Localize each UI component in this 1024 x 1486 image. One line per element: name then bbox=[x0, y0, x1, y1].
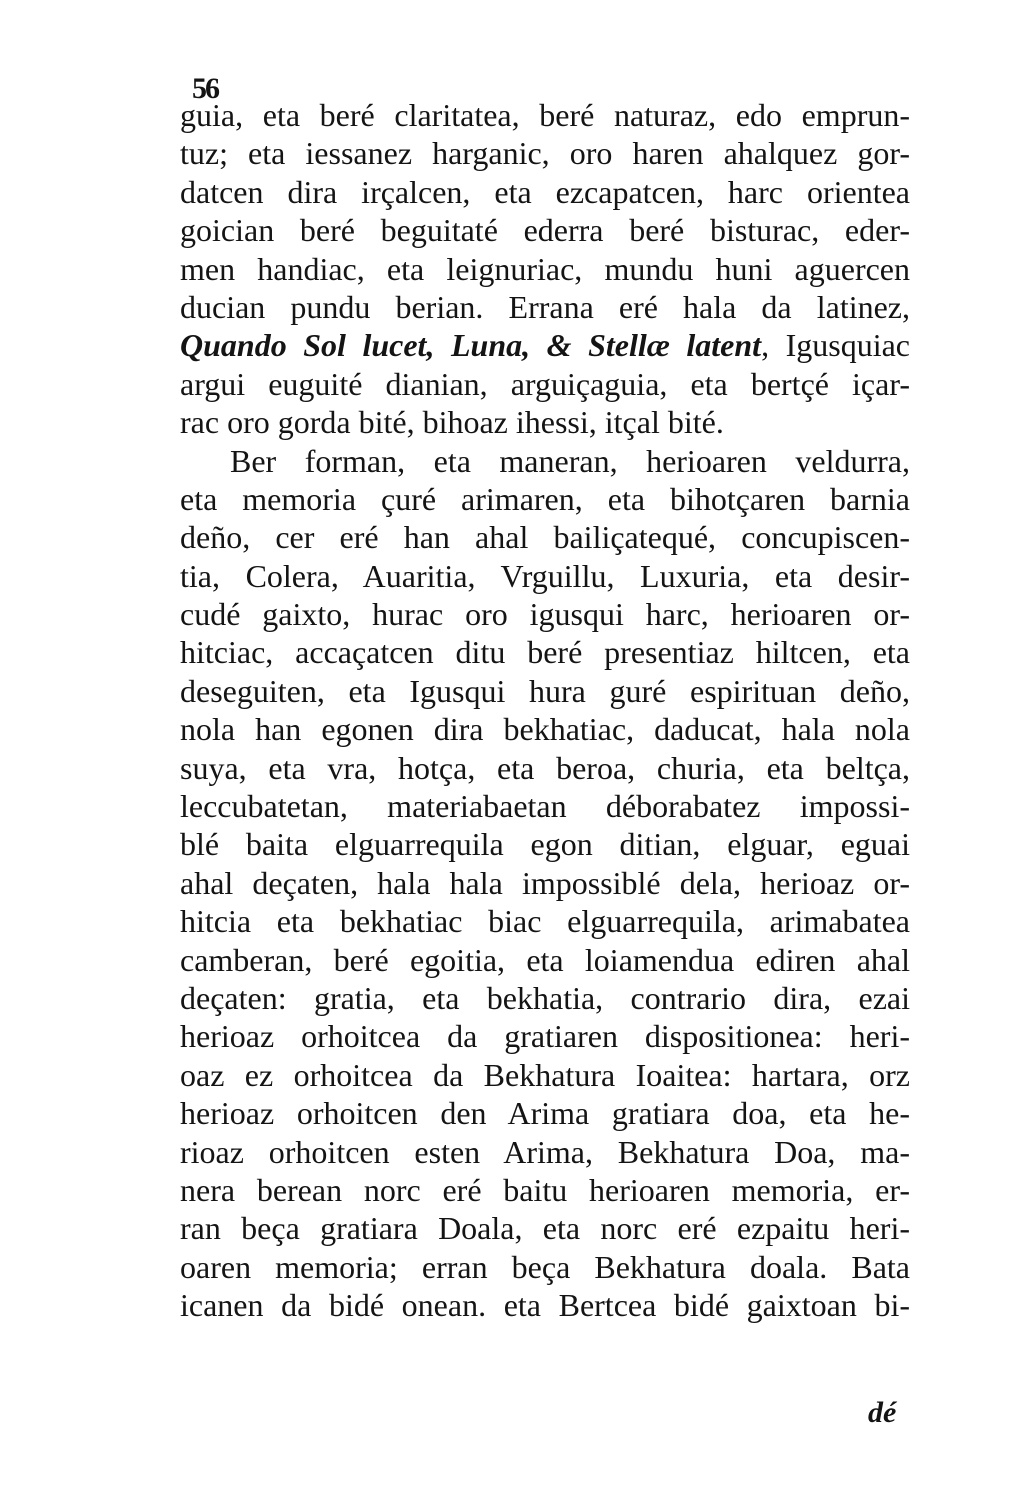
text-line: eta memoria çuré arimaren, eta bihotçaren barnia bbox=[180, 480, 910, 517]
text-line: deseguiten, eta Igusqui hura guré espirituan deño, bbox=[180, 672, 910, 709]
text-line: blé baita elguarrequila egon ditian, elguar, eguai bbox=[180, 826, 910, 863]
text-line: argui euguité dianian, arguiçaguia, eta bertçé içar- bbox=[180, 365, 910, 402]
body-text bbox=[180, 96, 910, 1325]
text-line: ahal deçaten, hala hala impossiblé dela, herioaz or- bbox=[180, 864, 910, 901]
page-number: 56 bbox=[192, 72, 218, 105]
text-line: tuz; eta iessanez harganic, oro haren ahalquez gor- bbox=[180, 135, 910, 172]
text-line: rioaz orhoitcen esten Arima, Bekhatura Doa, ma- bbox=[180, 1133, 910, 1170]
text-line: herioaz orhoitcen den Arima gratiara doa, eta he- bbox=[180, 1095, 910, 1132]
text-line: Ber forman, eta maneran, herioaren veldurra, bbox=[230, 442, 910, 479]
text-line: ran beça gratiara Doala, eta norc eré ezpaitu heri- bbox=[180, 1210, 910, 1247]
latin-quote: Quando Sol lucet, Luna, & Stellæ latent bbox=[180, 327, 762, 364]
text-line: deño, cer eré han ahal bailiçatequé, concupiscen- bbox=[180, 519, 910, 556]
text-line: nola han egonen dira bekhatiac, daducat, hala nola bbox=[180, 711, 910, 748]
text-line: camberan, beré egoitia, eta loiamendua ediren ahal bbox=[180, 941, 910, 978]
text-line-latin bbox=[180, 326, 910, 364]
text-line: suya, eta vra, hotça, eta beroa, churia, eta beltça, bbox=[180, 749, 910, 786]
text-line: hitcia eta bekhatiac biac elguarrequila, arimabatea bbox=[180, 903, 910, 940]
text-line: ducian pundu berian. Errana eré hala da latinez, bbox=[180, 288, 910, 325]
text-line: leccubatetan, materiabaetan déborabatez impossi- bbox=[180, 788, 910, 825]
text-line: oaren memoria; erran beça Bekhatura doala. Bata bbox=[180, 1248, 910, 1285]
text-line: men handiac, eta leignuriac, mundu huni aguercen bbox=[180, 250, 910, 287]
text-line: icanen da bidé onean. eta Bertcea bidé gaixtoan bi- bbox=[180, 1287, 910, 1324]
text-line: herioaz orhoitcea da gratiaren dispositionea: heri- bbox=[180, 1018, 910, 1055]
text-line: tia, Colera, Auaritia, Vrguillu, Luxuria, eta desir- bbox=[180, 557, 910, 594]
latin-quote-rest: , Igusquiac bbox=[761, 327, 910, 364]
text-line: oaz ez orhoitcea da Bekhatura Ioaitea: hartara, orz bbox=[180, 1056, 910, 1093]
text-line: cudé gaixto, hurac oro igusqui harc, herioaren or- bbox=[180, 596, 910, 633]
text-line: hitciac, accaçatcen ditu beré presentiaz hiltcen, eta bbox=[180, 634, 910, 671]
catchword: dé bbox=[868, 1396, 897, 1429]
text-line: guia, eta beré claritatea, beré naturaz, edo emprun- bbox=[180, 97, 910, 133]
text-line: datcen dira irçalcen, eta ezcapatcen, harc orientea bbox=[180, 173, 910, 210]
text-line: rac oro gorda bité, bihoaz ihessi, itçal bité. bbox=[180, 404, 724, 441]
text-line: nera berean norc eré baitu herioaren memoria, er- bbox=[180, 1171, 910, 1208]
text-line: goician beré beguitaté ederra beré bisturac, eder- bbox=[180, 212, 910, 249]
text-line: deçaten: gratia, eta bekhatia, contrario dira, ezai bbox=[180, 979, 910, 1016]
